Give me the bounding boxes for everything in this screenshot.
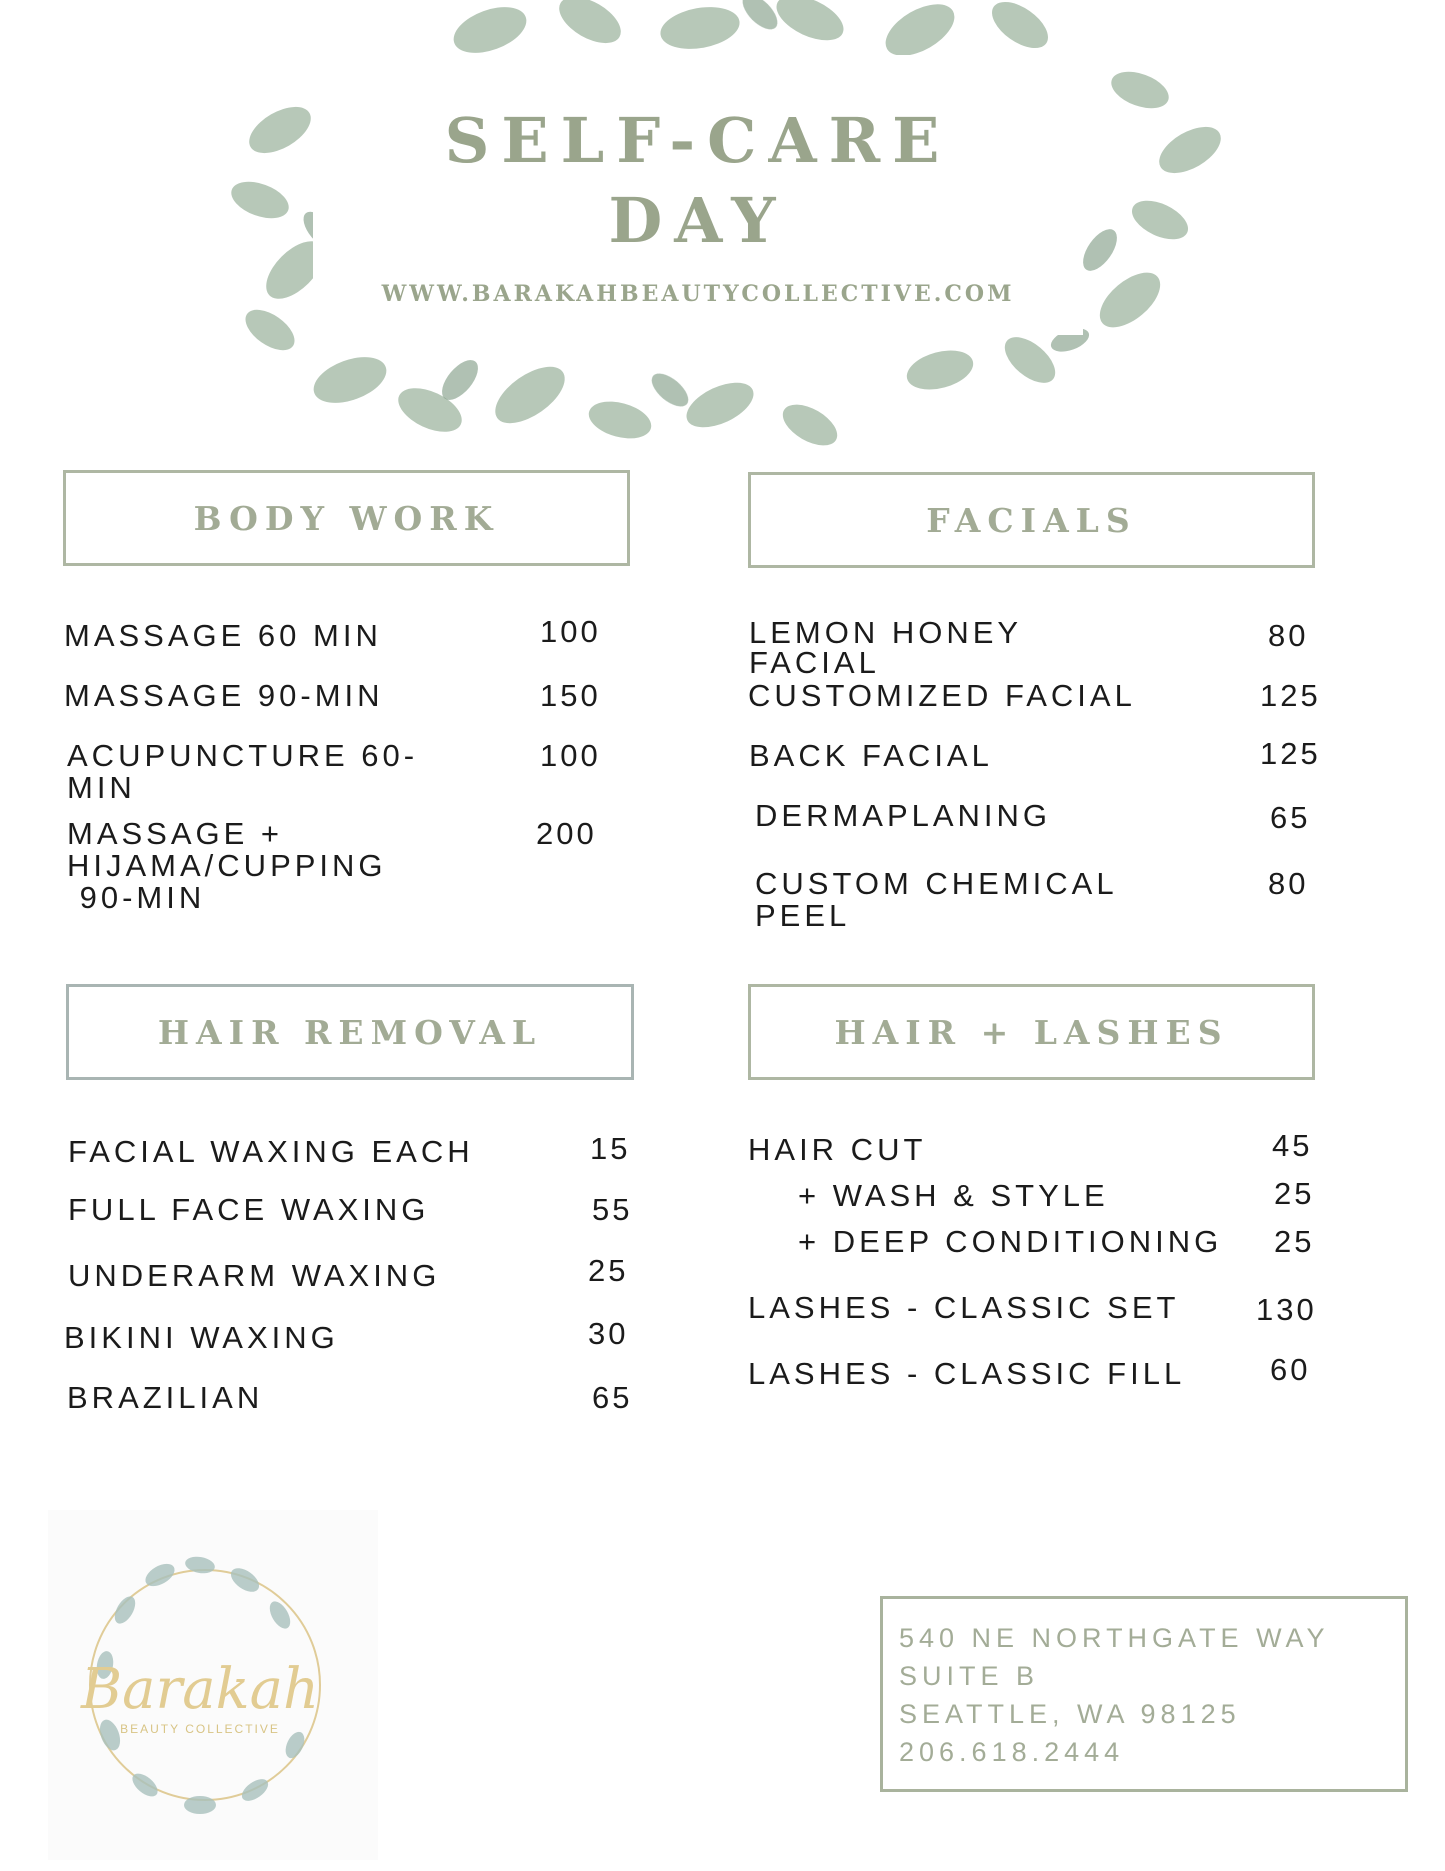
service-price: 200 [536,816,597,851]
service-price: 25 [588,1253,629,1288]
service-name: UNDERARM WAXING [68,1258,441,1293]
service-name: BRAZILIAN [67,1380,264,1415]
section-heading-hair-removal: HAIR REMOVAL [66,984,634,1080]
address-city: SEATTLE, WA 98125 [899,1699,1241,1729]
service-price: 80 [1268,618,1309,653]
page-title-line-1: SELF-CARE [444,104,952,177]
service-name: BACK FACIAL [749,738,993,773]
service-name: FULL FACE WAXING [68,1192,430,1227]
service-name: FACIAL WAXING EACH [68,1134,474,1169]
service-price: 15 [590,1131,631,1166]
service-name: BIKINI WAXING [64,1320,339,1355]
service-price: 60 [1270,1352,1311,1387]
service-price: 125 [1260,736,1321,771]
service-name: MASSAGE 60 MIN [64,618,382,653]
service-price: 100 [540,614,601,649]
service-name: MASSAGE + HIJAMA/CUPPING 90-MIN [67,816,387,915]
service-price: 130 [1256,1292,1317,1327]
phone-number[interactable]: 206.618.2444 [899,1737,1125,1767]
service-price: 125 [1260,678,1321,713]
service-name: LEMON HONEY FACIAL [749,615,1023,680]
service-name: + WASH & STYLE [798,1178,1109,1213]
address-box [880,1596,1408,1792]
service-price: 45 [1272,1128,1313,1163]
section-heading-facials: FACIALS [748,472,1315,568]
service-name: HAIR CUT [748,1132,927,1167]
service-name: LASHES - CLASSIC SET [748,1290,1180,1325]
service-price: 65 [592,1380,633,1415]
service-price: 100 [540,738,601,773]
service-name: DERMAPLANING [755,798,1052,833]
service-name: LASHES - CLASSIC FILL [748,1356,1186,1391]
page-title-line-2: DAY [608,184,788,257]
service-price: 80 [1268,866,1309,901]
service-price: 65 [1270,800,1311,835]
service-name: MASSAGE 90-MIN [64,678,384,713]
section-heading-hair-lashes: HAIR + LASHES [748,984,1315,1080]
service-price: 25 [1274,1224,1315,1259]
service-price: 30 [588,1316,629,1351]
service-price: 150 [540,678,601,713]
website-url[interactable]: WWW.BARAKAHBEAUTYCOLLECTIVE.COM [381,281,1015,307]
brand-logo-script: Barakah [80,1657,320,1722]
address-suite: SUITE B [899,1661,1040,1691]
brand-logo-subtitle: BEAUTY COLLECTIVE [120,1722,280,1736]
section-heading-body-work: BODY WORK [63,470,630,566]
service-name: CUSTOMIZED FACIAL [748,678,1136,713]
address-street: 540 NE NORTHGATE WAY [899,1623,1330,1653]
service-price: 25 [1274,1176,1315,1211]
service-price: 55 [592,1192,633,1227]
service-name: ACUPUNCTURE 60- MIN [67,738,419,805]
title-card [313,55,1083,335]
service-name: + DEEP CONDITIONING [798,1224,1223,1259]
service-name: CUSTOM CHEMICAL PEEL [755,866,1118,933]
